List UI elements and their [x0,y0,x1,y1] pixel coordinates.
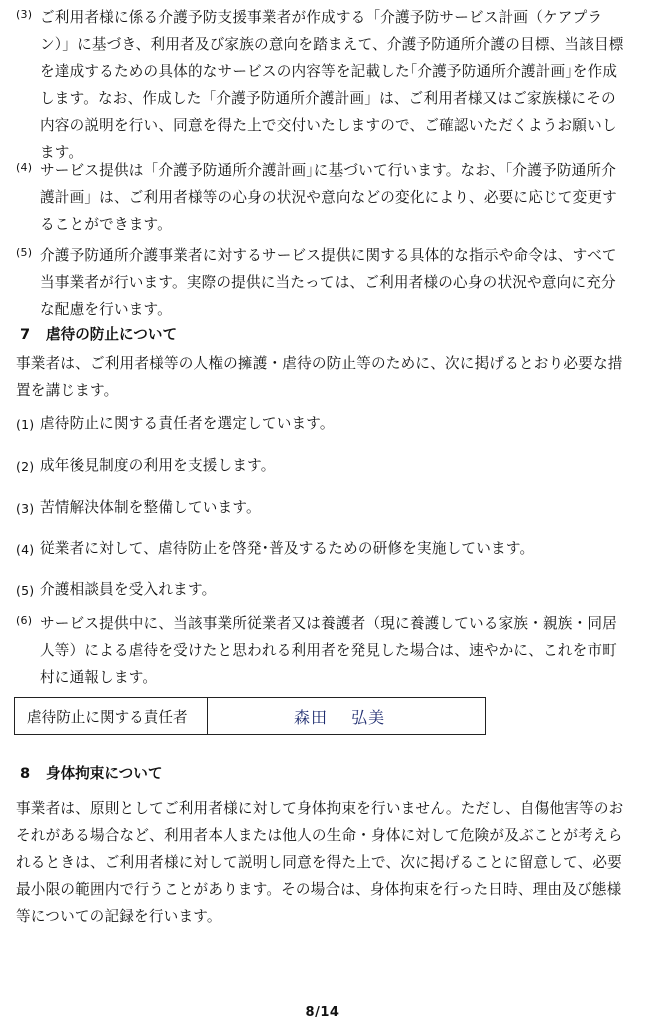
abuse-item-5 [16,576,630,603]
section-number: 8 [20,765,31,782]
list-item-3 [16,4,630,166]
section-title: 身体拘束について [46,765,163,782]
list-item-text: 苦情解決体制を整備しています。 [40,499,261,516]
list-item-number: (1) [16,417,35,432]
list-item-number: (3) [16,501,35,516]
list-item-number: (4) [16,161,33,174]
list-item-number: (2) [16,459,35,474]
page-number: 8/14 [305,1005,340,1020]
list-item-4 [16,157,630,238]
list-item-5 [16,242,630,323]
section-8-body: 事業者は、原則としてご利用者様に対して身体拘束を行いません。ただし、自傷他害等のおそれがある場合など、利用者本人または他人の生命・身体に対して危険が及ぶことが考えられるときは、ご利用者様に対して説明し同意を得た上で、次に掲げることに留意して、必要最小限の範囲内で行うことがあります。その場合は、身体拘束を行った日時、理由及び態様等についての記録を行います。 [16,800,624,925]
list-item-number: (4) [16,542,35,557]
list-item-number: (6) [16,614,33,627]
responsible-person-name [208,698,485,734]
abuse-item-1 [16,410,630,437]
abuse-item-3 [16,494,630,521]
list-item-text: サービス提供中に、当該事業所従業者又は養護者（現に養護している家族・親族・同居人等）による虐待を受けたと思われる利用者を発見した場合は、速やかに、これを市町村に通報します。 [40,615,617,686]
list-item-text: サービス提供は「介護予防通所介護計画｣に基づいて行います。なお、「介護予防通所介護計画」は、ご利用者様等の心身の状況や意向などの変化により、必要に応じて変更することができます。 [40,162,617,233]
responsible-person-table [14,697,486,735]
list-item-text: ご利用者様に係る介護予防支援事業者が作成する「介護予防サービス計画（ケアプラン）」に基づき、利用者及び家族の意向を踏まえて、介護予防通所介護の目標、当該目標を達成するための具体的なサービスの内容等を記載した｢介護予防通所介護計画｣を作成します。なお、作成した「介護予防通所介護計画」は、ご利用者様又はご家族様にその内容の説明を行い、同意を得た上で交付いたしますので、ご確認いただくようお願いします。 [40,9,624,161]
list-item-number: (5) [16,583,35,598]
abuse-item-2 [16,452,630,479]
list-item-text: 虐待防止に関する責任者を選定しています。 [40,415,335,432]
responsible-person-label: 虐待防止に関する責任者 [15,698,208,734]
section-7-heading [20,324,177,346]
abuse-item-6 [16,610,630,691]
abuse-item-4 [16,535,630,562]
section-number: 7 [20,326,31,343]
list-item-number: (3) [16,8,33,21]
list-item-text: 従業者に対して、虐待防止を啓発･普及するための研修を実施しています。 [40,540,535,557]
list-item-number: (5) [16,246,33,259]
section-8-heading [20,763,162,785]
list-item-text: 介護相談員を受入れます。 [40,581,217,598]
list-item-text: 成年後見制度の利用を支援します。 [40,457,276,474]
section-7-intro: 事業者は、ご利用者様等の人権の擁護・虐待の防止等のために、次に掲げるとおり必要な措置を講じます。 [16,355,623,399]
responsible-person-signature: 森田 弘美 [294,707,386,727]
section-title: 虐待の防止について [46,326,178,343]
list-item-text: 介護予防通所介護事業者に対するサービス提供に関する具体的な指示や命令は、すべて当事業者が行います。実際の提供に当たっては、ご利用者様の心身の状況や意向に充分な配慮を行います。 [40,247,617,318]
